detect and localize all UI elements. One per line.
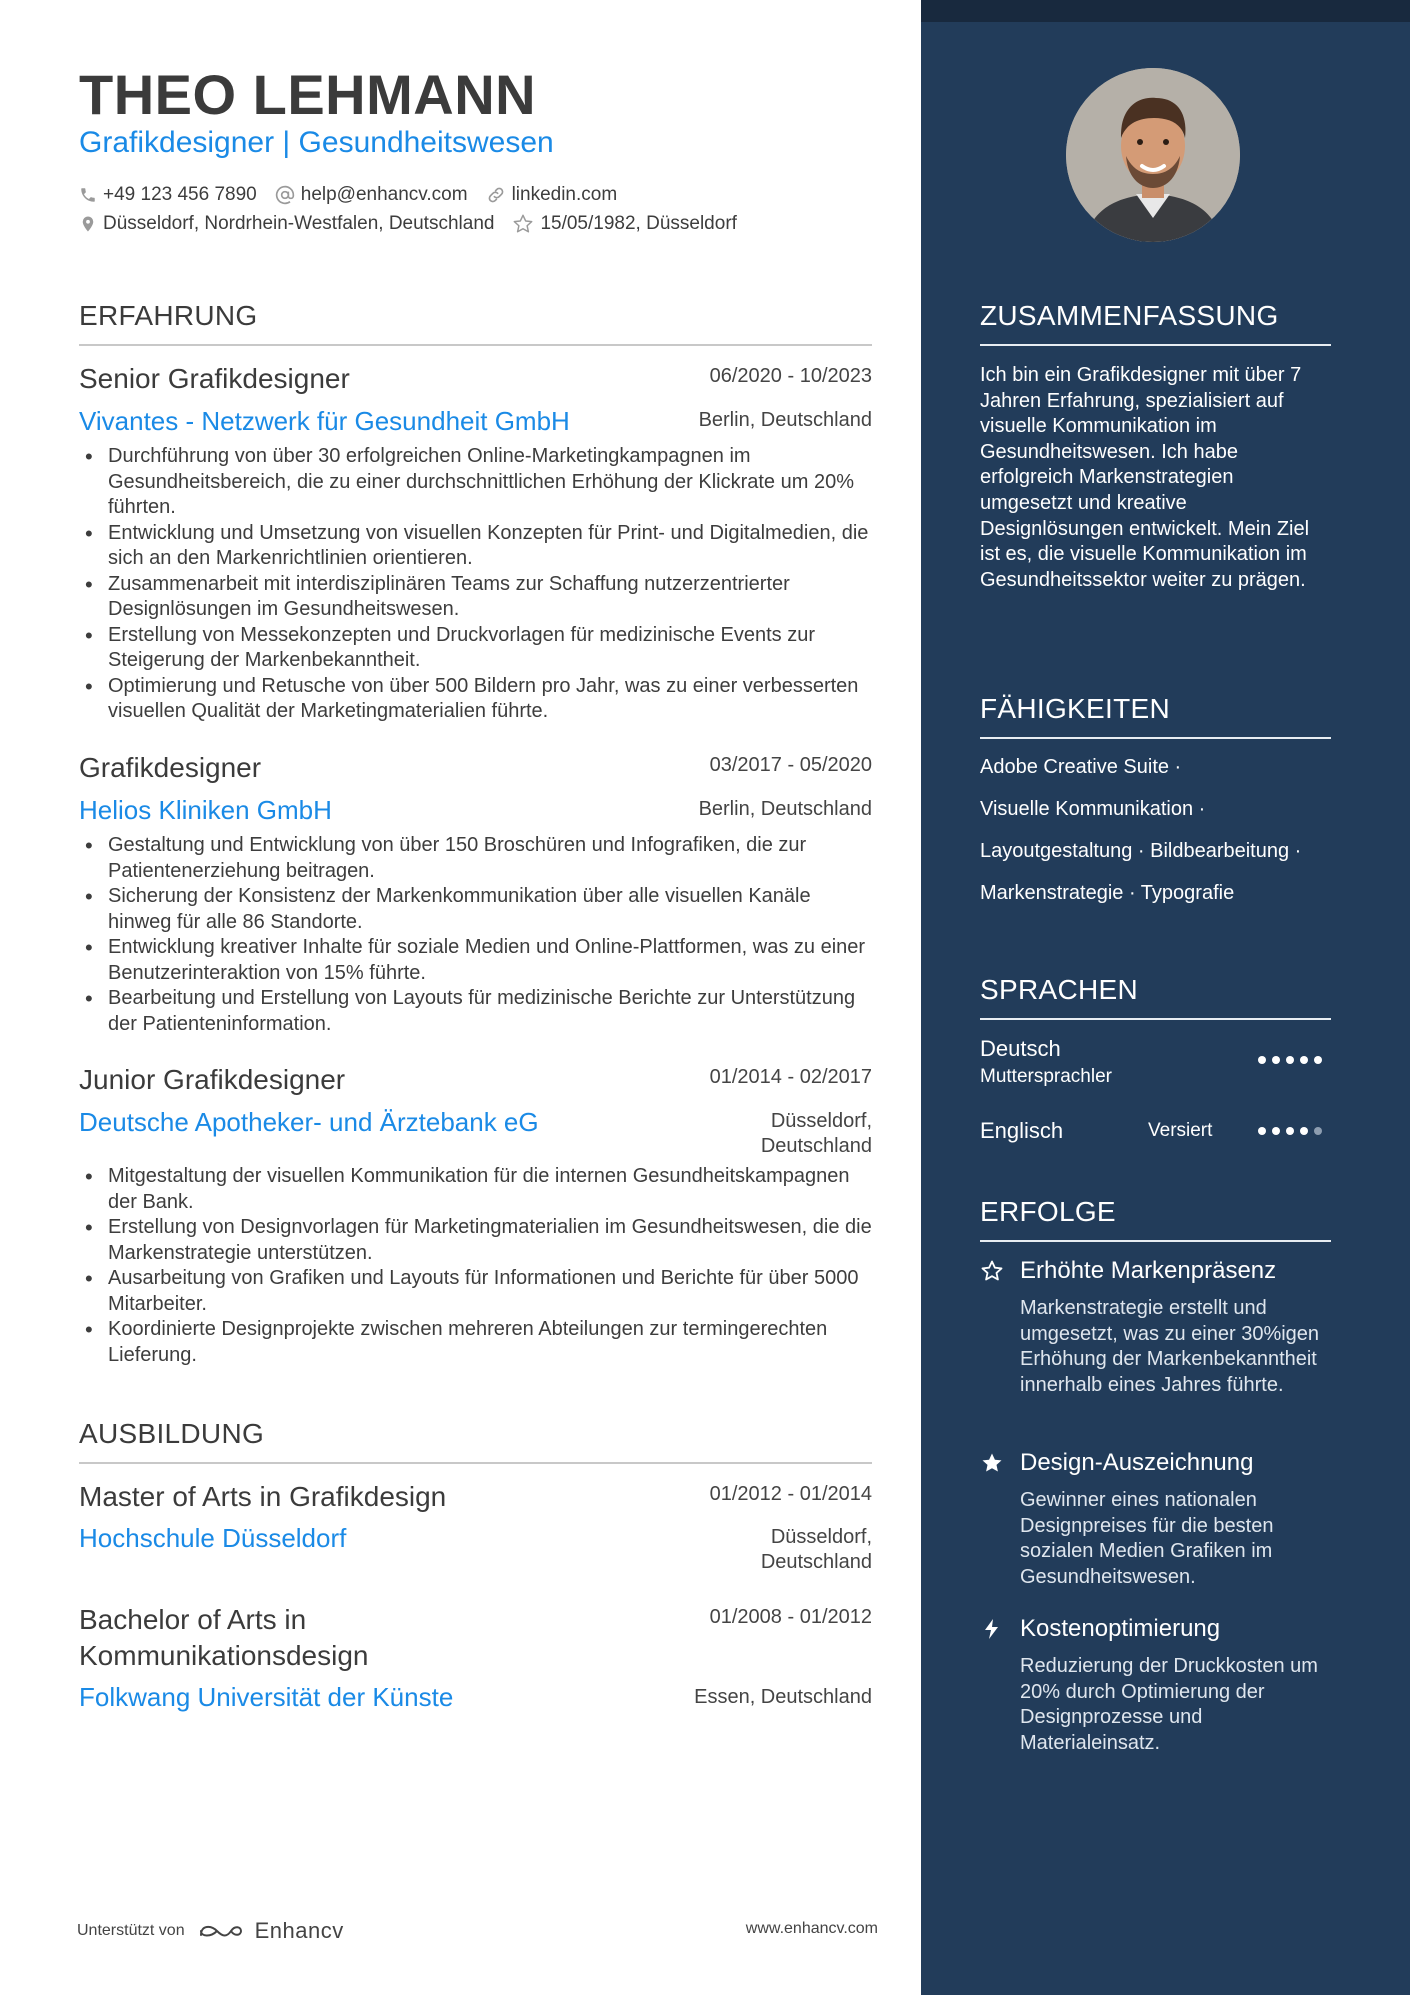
education-location: [761, 1525, 872, 1575]
contact-row-1: [79, 184, 635, 206]
rating-dot-filled: [1258, 1127, 1266, 1135]
job-location-line1: Düsseldorf,: [770, 1110, 872, 1132]
job-title: Junior Grafikdesigner: [79, 1064, 346, 1095]
enhancv-logo-icon: [197, 1919, 245, 1943]
contact-linkedin[interactable]: [486, 184, 618, 206]
contact-email[interactable]: [275, 184, 468, 206]
bullet: • Mitgestaltung der visuellen Kommunikation für die internen Gesundheitskampagnen der Bank.: [79, 1164, 879, 1215]
email-text: help@enhancv.com: [300, 184, 468, 205]
footer-powered-by: [77, 1918, 344, 1944]
language-rating: [1258, 1056, 1328, 1064]
job-location: [761, 1109, 872, 1159]
language-level: Versiert: [1148, 1120, 1213, 1141]
section-title-languages: SPRACHEN: [980, 974, 1331, 1020]
bullet: • Optimierung und Retusche von über 500 Bildern pro Jahr, was zu einer verbesserten visuellen Qualität der Marketingmaterialien führte.: [79, 674, 879, 725]
section-title-summary: ZUSAMMENFASSUNG: [980, 300, 1331, 346]
profile-photo: [1066, 68, 1240, 242]
skill-line: Markenstrategie · Typografie: [980, 882, 1235, 904]
powered-by-text: Unterstützt von: [77, 1922, 185, 1939]
job-bullets: [79, 1164, 879, 1368]
job-company[interactable]: Vivantes - Netzwerk für Gesundheit GmbH: [79, 406, 570, 436]
bullet: • Entwicklung und Umsetzung von visuellen Konzepten für Print- und Digitalmedien, die sich an den Markenrichtlinien orientieren.: [79, 521, 879, 572]
achievement-title: Design-Auszeichnung: [1020, 1449, 1254, 1476]
section-title-education: AUSBILDUNG: [79, 1418, 872, 1464]
rating-dot-empty: [1314, 1127, 1322, 1135]
degree-title: Master of Arts in Grafikdesign: [79, 1481, 447, 1512]
degree-title-line2: Kommunikationsdesign: [79, 1640, 369, 1671]
language-level: Muttersprachler: [980, 1066, 1112, 1087]
rating-dot-filled: [1272, 1056, 1280, 1064]
contact-birth: [512, 213, 736, 235]
star-outline-icon: [512, 213, 534, 235]
avatar-illustration: [1066, 68, 1240, 242]
job-location-line2: Deutschland: [760, 1135, 872, 1157]
language-name: Englisch: [980, 1118, 1064, 1143]
contact-location: [79, 213, 494, 235]
skill-line: Visuelle Kommunikation ·: [980, 798, 1206, 820]
bullet: • Koordinierte Designprojekte zwischen mehreren Abteilungen zur termingerechten Lieferung.: [79, 1317, 879, 1368]
school-name[interactable]: Hochschule Düsseldorf: [79, 1523, 347, 1553]
section-title-achievements: ERFOLGE: [980, 1196, 1331, 1242]
footer-url[interactable]: www.enhancv.com: [745, 1920, 878, 1937]
school-name[interactable]: Folkwang Universität der Künste: [79, 1682, 454, 1712]
sidebar-top-band: [921, 0, 1410, 22]
degree-title-line1: Bachelor of Arts in: [79, 1604, 307, 1635]
degree-title: [79, 1602, 369, 1674]
location-pin-icon: [79, 214, 97, 234]
job-bullets: [79, 444, 879, 725]
rating-dot-filled: [1314, 1056, 1322, 1064]
job-bullets: [79, 833, 879, 1037]
rating-dot-filled: [1286, 1056, 1294, 1064]
brand-name[interactable]: Enhancv: [254, 1918, 344, 1943]
achievement-desc: Gewinner eines nationalen Designpreises für die besten sozialen Medien Grafiken im Gesundheitswesen.: [1020, 1489, 1274, 1588]
bullet: • Erstellung von Designvorlagen für Marketingmaterialien im Gesundheitswesen, die die Markenstrategie unterstützen.: [79, 1215, 879, 1266]
bullet: • Durchführung von über 30 erfolgreichen Online-Marketingkampagnen im Gesundheitsbereich, die zu einer durchschnittlichen Erhöhung der Klickrate um 20% führten.: [79, 444, 879, 521]
bullet: • Ausarbeitung von Grafiken und Layouts für Informationen und Berichte für über 5000 Mitarbeiter.: [79, 1266, 879, 1317]
education-dates: 01/2012 - 01/2014: [709, 1483, 872, 1505]
summary-text: Ich bin ein Grafikdesigner mit über 7 Jahren Erfahrung, spezialisiert auf visuelle Kommunikation im Gesundheitswesen. Ich habe erfolgreich Markenstrategien umgesetzt und kreative Designlösungen entwickelt. Mein Ziel ist es, die visuelle Kommunikation im Gesundheitssektor weiter zu prägen.: [980, 364, 1310, 591]
bullet: • Zusammenarbeit mit interdisziplinären Teams zur Schaffung nutzerzentrierter Designlösungen im Gesundheitswesen.: [79, 572, 879, 623]
rating-dot-filled: [1300, 1127, 1308, 1135]
rating-dot-filled: [1272, 1127, 1280, 1135]
job-company[interactable]: Deutsche Apotheker- und Ärztebank eG: [79, 1107, 539, 1137]
bullet: • Entwicklung kreativer Inhalte für soziale Medien und Online-Plattformen, was zu einer Benutzerinteraktion von 15% führte.: [79, 935, 879, 986]
link-icon: [486, 185, 506, 205]
section-title-skills: FÄHIGKEITEN: [980, 693, 1331, 739]
language-name: Deutsch: [980, 1036, 1061, 1061]
job-title: Grafikdesigner: [79, 752, 262, 783]
job-location: Berlin, Deutschland: [698, 798, 872, 820]
linkedin-text: linkedin.com: [511, 184, 618, 205]
phone-text: +49 123 456 7890: [103, 184, 257, 205]
job-dates: 03/2017 - 05/2020: [709, 754, 872, 776]
skill-line: Layoutgestaltung · Bildbearbeitung ·: [980, 840, 1302, 862]
rating-dot-filled: [1258, 1056, 1266, 1064]
education-location-line1: Düsseldorf,: [770, 1526, 872, 1548]
bullet: • Erstellung von Messekonzepten und Druckvorlagen für medizinische Events zur Steigerung der Markenbekanntheit.: [79, 623, 879, 674]
star-filled-icon: [980, 1451, 1004, 1475]
lightning-icon: [980, 1617, 1004, 1641]
job-title: Senior Grafikdesigner: [79, 363, 350, 394]
language-rating: [1258, 1127, 1328, 1135]
candidate-name: THEO LEHMANN: [79, 63, 537, 126]
achievement-title: Erhöhte Markenpräsenz: [1020, 1257, 1277, 1284]
achievement-desc: Markenstrategie erstellt und umgesetzt, was zu einer 30%igen Erhöhung der Markenbekanntheit innerhalb eines Jahres führte.: [1020, 1297, 1320, 1396]
star-outline-icon: [980, 1259, 1004, 1283]
achievement-desc: Reduzierung der Druckkosten um 20% durch Optimierung der Designprozesse und Materialeinsatz.: [1020, 1655, 1318, 1754]
education-location: Essen, Deutschland: [694, 1686, 872, 1708]
birth-text: 15/05/1982, Düsseldorf: [540, 213, 737, 234]
job-dates: 06/2020 - 10/2023: [709, 365, 872, 387]
phone-icon: [79, 186, 97, 204]
section-title-experience: ERFAHRUNG: [79, 300, 872, 346]
job-company[interactable]: Helios Kliniken GmbH: [79, 795, 332, 825]
job-location: Berlin, Deutschland: [698, 409, 872, 431]
rating-dot-filled: [1300, 1056, 1308, 1064]
candidate-role: Grafikdesigner | Gesundheitswesen: [79, 126, 554, 159]
education-location-line2: Deutschland: [760, 1551, 872, 1573]
bullet: • Sicherung der Konsistenz der Markenkommunikation über alle visuellen Kanäle hinweg für alle 86 Standorte.: [79, 884, 879, 935]
education-dates: 01/2008 - 01/2012: [709, 1606, 872, 1628]
contact-phone[interactable]: [79, 184, 257, 206]
skill-line: Adobe Creative Suite ·: [980, 756, 1182, 778]
location-text: Düsseldorf, Nordrhein-Westfalen, Deutschland: [103, 213, 495, 234]
contact-row-2: [79, 213, 755, 235]
job-dates: 01/2014 - 02/2017: [709, 1066, 872, 1088]
bullet: • Bearbeitung und Erstellung von Layouts für medizinische Berichte zur Unterstützung der Patienteninformation.: [79, 986, 879, 1037]
bullet: • Gestaltung und Entwicklung von über 150 Broschüren und Infografiken, die zur Patientenerziehung beitragen.: [79, 833, 879, 884]
achievement-title: Kostenoptimierung: [1020, 1615, 1221, 1642]
rating-dot-filled: [1286, 1127, 1294, 1135]
at-icon: [275, 185, 295, 205]
